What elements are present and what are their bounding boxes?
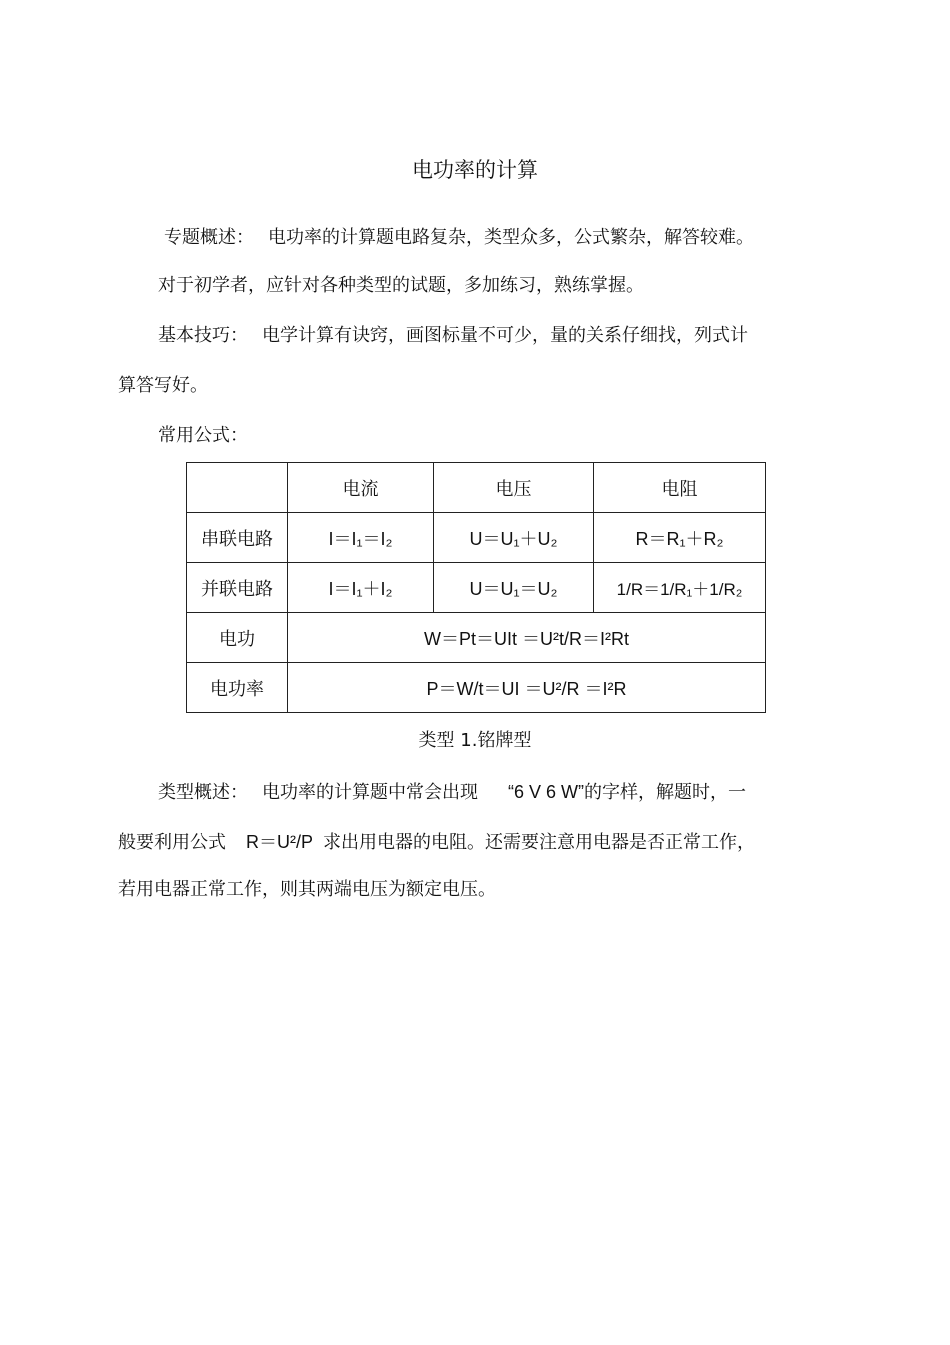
formulas-label: 常用公式： bbox=[158, 425, 248, 446]
type1-paragraph-line-3: 若用电器正常工作，则其两端电压为额定电压。 bbox=[118, 879, 496, 900]
overview-paragraph-line-2: 对于初学者，应针对各种类型的试题，多加练习，熟练掌握。 bbox=[158, 275, 644, 296]
row-label: 电功 bbox=[187, 613, 288, 663]
table-cell: I＝I₁＋I₂ bbox=[288, 563, 434, 613]
table-row bbox=[187, 563, 766, 613]
type1-text-2a: 般要利用公式 bbox=[118, 832, 226, 853]
table-cell: U＝U₁＝U₂ bbox=[434, 563, 594, 613]
overview-paragraph-line-1 bbox=[164, 226, 754, 250]
tips-paragraph-line-1 bbox=[158, 324, 748, 348]
table-row bbox=[187, 663, 766, 713]
table-header-cell: 电阻 bbox=[594, 463, 766, 513]
type1-caption: 类型 1.铭牌型 bbox=[418, 730, 532, 751]
table-row bbox=[187, 613, 766, 663]
row-label: 并联电路 bbox=[187, 563, 288, 613]
row-label: 电功率 bbox=[187, 663, 288, 713]
tips-text-1: 电学计算有诀窍，画图标量不可少，量的关系仔细找，列式计 bbox=[262, 325, 748, 346]
power-formula-cell: P＝W/t＝UI ＝U²/R ＝I²R bbox=[288, 663, 766, 713]
row-label: 串联电路 bbox=[187, 513, 288, 563]
overview-label: 专题概述： bbox=[164, 227, 254, 248]
table-header-cell bbox=[187, 463, 288, 513]
type1-label: 类型概述： bbox=[158, 782, 248, 803]
table-header-row bbox=[187, 463, 766, 513]
work-formula-cell: W＝Pt＝UIt ＝U²t/R＝I²Rt bbox=[288, 613, 766, 663]
type1-paragraph-line-1 bbox=[158, 780, 746, 805]
table-row bbox=[187, 513, 766, 563]
tips-label: 基本技巧： bbox=[158, 325, 248, 346]
table-header-cell: 电压 bbox=[434, 463, 594, 513]
type1-paragraph-line-2 bbox=[118, 830, 755, 855]
resistance-formula-text: R＝U²/P bbox=[246, 832, 313, 852]
table-cell: R＝R₁＋R₂ bbox=[594, 513, 766, 563]
type1-text-2b: 求出用电器的电阻。还需要注意用电器是否正常工作， bbox=[323, 832, 755, 853]
rating-label-text: “6 V 6 W” bbox=[508, 782, 585, 802]
type1-text-1a: 电功率的计算题中常会出现 bbox=[262, 782, 478, 803]
formula-table bbox=[186, 462, 766, 713]
overview-text-1: 电功率的计算题电路复杂，类型众多，公式繁杂，解答较难。 bbox=[268, 227, 754, 248]
table-cell: I＝I₁＝I₂ bbox=[288, 513, 434, 563]
page-title: 电功率的计算 bbox=[412, 158, 538, 182]
table-header-cell: 电流 bbox=[288, 463, 434, 513]
type1-text-1b: 的字样，解题时，一 bbox=[584, 782, 747, 803]
table-cell: 1/R＝1/R₁＋1/R₂ bbox=[594, 563, 766, 613]
table-cell: U＝U₁＋U₂ bbox=[434, 513, 594, 563]
tips-paragraph-line-2: 算答写好。 bbox=[118, 375, 208, 396]
